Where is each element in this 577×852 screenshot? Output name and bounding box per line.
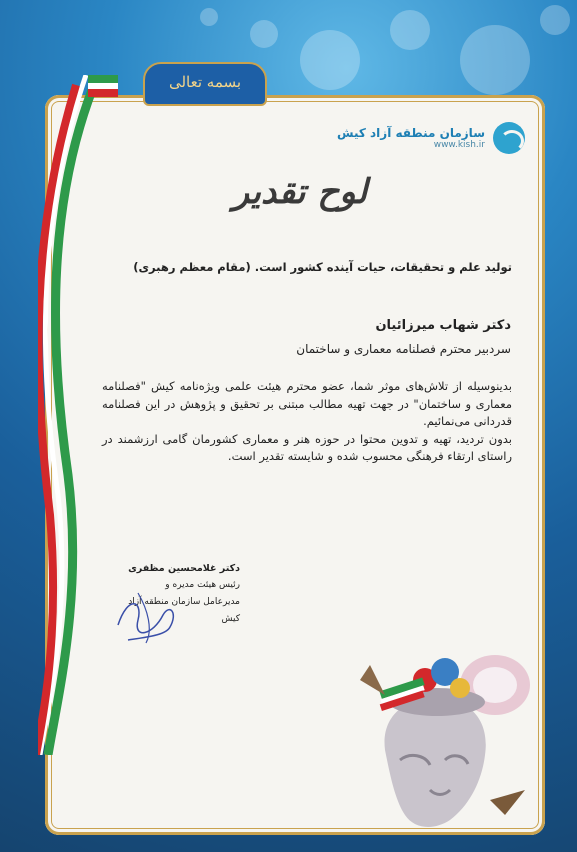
- decor-bubble: [250, 20, 278, 48]
- signer-name: دکتر غلامحسین مظفری: [128, 563, 240, 574]
- handwritten-signature: [108, 585, 198, 645]
- certificate-title: لوح تقدیر: [232, 172, 368, 212]
- signer-title-line1: رئیس هیئت مدیره و: [165, 580, 240, 590]
- body-paragraph: بدینوسیله از تلاش‌های موثر شما، عضو محترم هیئت علمی ویژه‌نامه کیش "فصلنامه معماری و ساختمان" در جهت تهیه مطالب مبتنی بر تحقیق و پژوهش در این فصلنامه قدردانی می‌نمائیم.: [102, 379, 512, 428]
- certificate-body: [102, 378, 512, 466]
- kish-logo: [337, 122, 525, 154]
- signer-title-line2: مدیرعامل سازمان منطقه آزاد کیش: [128, 597, 240, 624]
- decor-bubble: [300, 30, 360, 90]
- decor-bubble: [540, 5, 570, 35]
- header-badge: بسمه تعالی: [143, 62, 267, 106]
- decor-bubble: [460, 25, 530, 95]
- recipient-role: سردبیر محترم فصلنامه معماری و ساختمان: [296, 342, 511, 356]
- logo-name: سازمان منطقه آزاد کیش: [337, 126, 485, 140]
- body-paragraph: بدون تردید، تهیه و تدوین محتوا در حوزه هنر و معماری کشورمان گامی ارزشمند در راستای ارتقاء فرهنگی محسوب شده و شایسته تقدیر است.: [102, 431, 512, 463]
- logo-text-block: [337, 126, 485, 150]
- logo-url: www.kish.ir: [433, 140, 485, 150]
- kish-logo-icon: [493, 122, 525, 154]
- decorative-head-artwork: [340, 640, 535, 840]
- recipient-name: دکتر شهاب میرزائیان: [375, 318, 511, 333]
- decor-bubble: [200, 8, 218, 26]
- quote: تولید علم و تحقیقات، حیات آینده کشور است. (مقام معظم رهبری): [133, 260, 512, 274]
- decor-bubble: [390, 10, 430, 50]
